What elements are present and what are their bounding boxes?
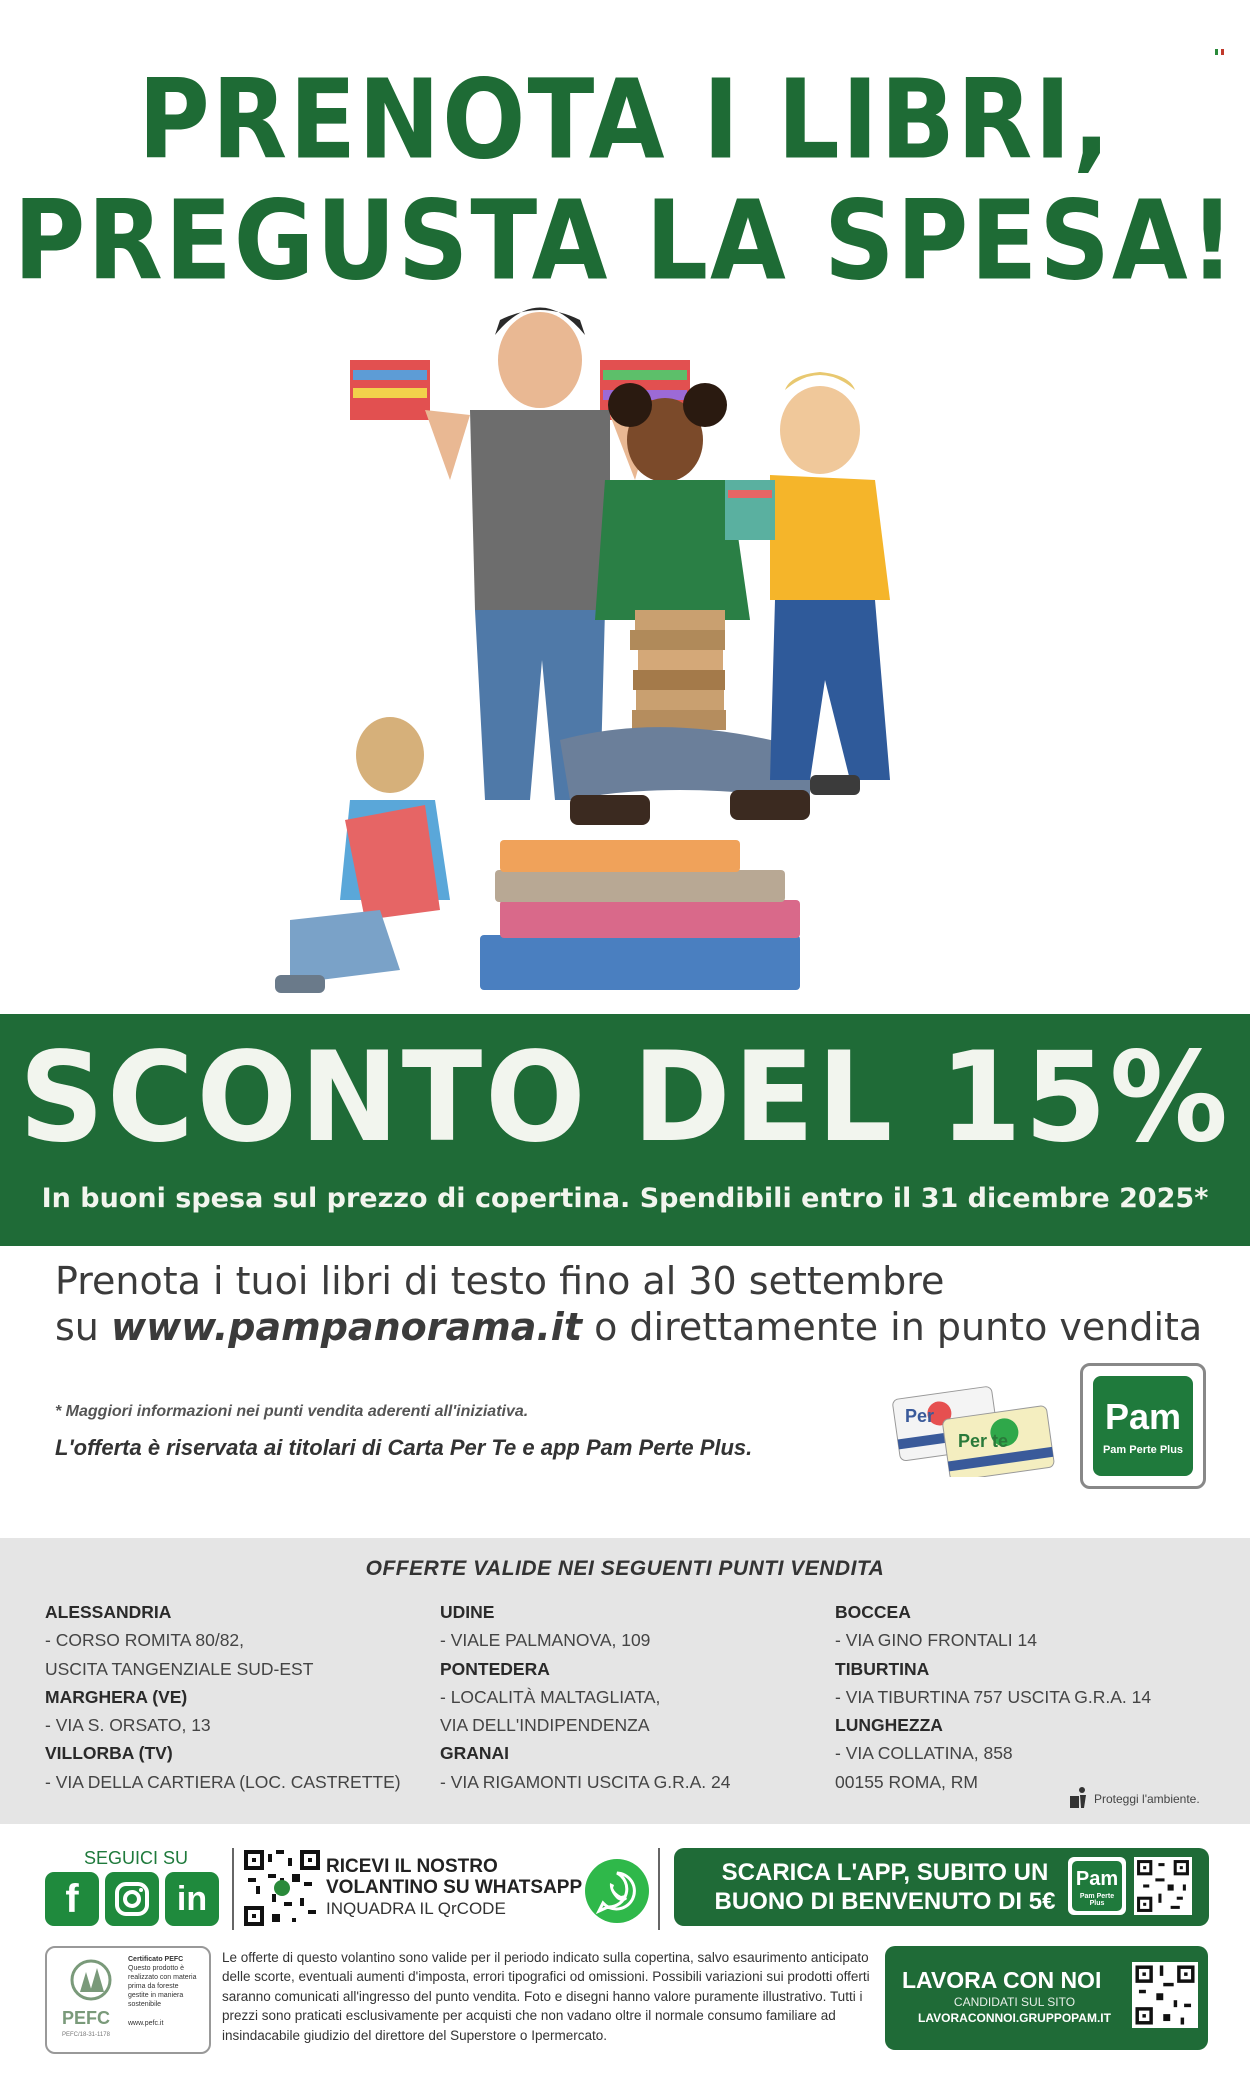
card-label-2: Per te (958, 1431, 1009, 1451)
stores-title: OFFERTE VALIDE NEI SEGUENTI PUNTI VENDITA (365, 1557, 885, 1580)
linkedin-icon[interactable]: in (165, 1872, 219, 1926)
store-address: VIA DELL'INDIPENDENZA (440, 1715, 650, 1736)
store-address: - CORSO ROMITA 80/82, (45, 1630, 245, 1651)
store-address: - VIA TIBURTINA 757 USCITA G.R.A. 14 (835, 1686, 1152, 1707)
stores-column-3 (835, 1598, 1151, 1796)
pam-perte-plus-logo (1080, 1363, 1206, 1489)
corner-flag-icon (1215, 42, 1224, 48)
info-note: * Maggiori informazioni nei punti vendita aderenti all'iniziativa. (55, 1403, 529, 1420)
store-city: LUNGHEZZA (835, 1715, 943, 1736)
loyalty-cards-image (890, 1377, 1060, 1477)
careers-subtitle: CANDIDATI SUL SITO (953, 1995, 1076, 2009)
facebook-icon[interactable]: f (45, 1872, 99, 1926)
store-address: - VIA S. ORSATO, 13 (45, 1715, 211, 1736)
whatsapp-qr-code[interactable] (244, 1850, 320, 1926)
prenota-line-1: Prenota i tuoi libri di testo fino al 30 settembre (55, 1259, 945, 1303)
pefc-code: PEFC/18-31-1178 (62, 2032, 110, 2038)
stores-column-2 (440, 1598, 730, 1796)
store-address: - VIA GINO FRONTALI 14 (835, 1630, 1037, 1651)
pam-app-logo: Pam Pam Perte Plus (1068, 1857, 1126, 1915)
pefc-name: PEFC (62, 2008, 111, 2028)
pam-logo-name: Pam (1104, 1396, 1182, 1437)
store-city: VILLORBA (TV) (45, 1743, 173, 1764)
store-address: - VIA COLLATINA, 858 (835, 1743, 1013, 1764)
trash-bin-icon (1068, 1786, 1090, 1815)
pam-logo-sub: Pam Perte Plus (1102, 1444, 1184, 1456)
disclaimer: Le offerte di questo volantino sono valide per il periodo indicato sulla copertina, salvo esaurimento anticipato delle scorte, eventuali aumenti d'imposta, errori tipografici od omissioni. Possibili variazioni sui prodotti offerti saranno comunicati all'ingresso del punto vendita. Foto e disegni hanno valore puramente illustrativo. Tutti i prezzi sono praticati esclusivamente per acquisti che non vadano oltre il normale consumo familiare ad insindacabile giudizio del direttore del Superstore o Ipermercato. (222, 1950, 870, 2043)
careers-title: LAVORA CON NOI (902, 1967, 1102, 1993)
store-city: BOCCEA (835, 1602, 911, 1622)
store-address: USCITA TANGENZIALE SUD-EST (45, 1658, 314, 1679)
store-city: PONTEDERA (440, 1658, 550, 1679)
social-label: SEGUICI SU (84, 1848, 189, 1868)
store-address: - VIA RIGAMONTI USCITA G.R.A. 24 (440, 1771, 731, 1792)
headline-line-2: PREGUSTA LA SPESA! (13, 177, 1237, 306)
pefc-tree-icon (62, 1958, 120, 2013)
offer-note: L'offerta è riservata ai titolari di Carta Per Te e app Pam Perte Plus. (55, 1435, 753, 1460)
store-city: UDINE (440, 1602, 495, 1622)
whatsapp-icon[interactable] (585, 1859, 649, 1923)
careers-link[interactable]: LAVORACONNOI.GRUPPOPAM.IT (918, 2011, 1111, 2025)
store-address: - VIALE PALMANOVA, 109 (440, 1630, 651, 1651)
pefc-certificate-text: Certificato PEFC Questo prodotto è realizzato con materia prima da foreste gestite in maniera sostenibile www.pefc.it (128, 1956, 197, 2027)
stores-column-1 (45, 1598, 401, 1796)
whatsapp-title: RICEVI IL NOSTRO VOLANTINO SU WHATSAPP (326, 1856, 583, 1898)
store-city: ALESSANDRIA (45, 1602, 172, 1622)
store-city: MARGHERA (VE) (45, 1686, 188, 1707)
pampanorama-link[interactable]: www.pampanorama.it (110, 1305, 582, 1349)
hero-image (250, 280, 1010, 1020)
prenota-text (55, 1258, 1215, 1350)
discount-title: SCONTO DEL 15% (19, 1024, 1231, 1170)
download-app-text: SCARICA L'APP, SUBITO UN BUONO DI BENVENUTO DI 5€ (714, 1859, 1056, 1915)
prenota-line-2: su www.pampanorama.it o direttamente in punto vendita (55, 1305, 1203, 1349)
headline-line-1: PRENOTA I LIBRI, (137, 56, 1113, 185)
store-address: - LOCALITÀ MALTAGLIATA, (440, 1686, 661, 1707)
store-address: - VIA DELLA CARTIERA (LOC. CASTRETTE) (45, 1771, 401, 1792)
app-qr-code[interactable] (1134, 1857, 1192, 1915)
whatsapp-subtitle: INQUADRA IL QrCODE (326, 1899, 506, 1918)
card-label-1: Per (905, 1406, 935, 1426)
careers-qr-code[interactable] (1132, 1962, 1198, 2028)
store-address: 00155 ROMA, RM (835, 1771, 978, 1792)
store-city: TIBURTINA (835, 1658, 930, 1679)
discount-subtitle: In buoni spesa sul prezzo di copertina. Spendibili entro il 31 dicembre 2025* (41, 1183, 1209, 1214)
divider (232, 1848, 234, 1930)
divider (658, 1848, 660, 1930)
instagram-icon[interactable] (105, 1872, 159, 1926)
store-city: GRANAI (440, 1743, 510, 1764)
headline (0, 56, 1250, 306)
protect-environment-text: Proteggi l'ambiente. (1094, 1792, 1200, 1806)
